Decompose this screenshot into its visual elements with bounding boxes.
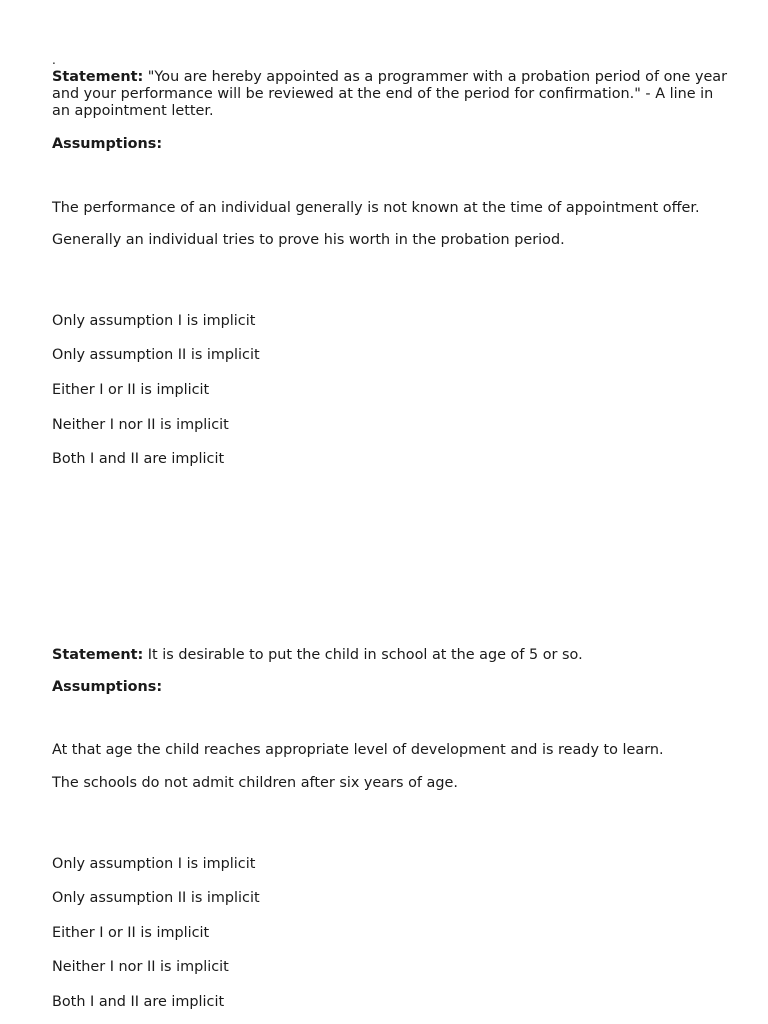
option-2-4[interactable]: Neither I nor II is implicit (52, 959, 229, 975)
assumption-2-1: At that age the child reaches appropriate level of development and is ready to learn. (52, 742, 664, 758)
top-dot-mark: . (52, 53, 56, 67)
option-2-2[interactable]: Only assumption II is implicit (52, 890, 260, 906)
option-1-2[interactable]: Only assumption II is implicit (52, 347, 260, 363)
assumption-1-1: The performance of an individual generally is not known at the time of appointment offer. (52, 200, 700, 216)
assumption-1-2: Generally an individual tries to prove his worth in the probation period. (52, 232, 565, 248)
statement-label: Statement: (52, 69, 144, 85)
assumptions-heading-2: Assumptions: (52, 679, 163, 695)
statement-2 (52, 647, 732, 664)
option-2-3[interactable]: Either I or II is implicit (52, 925, 210, 941)
statement-text: It is desirable to put the child in school at the age of 5 or so. (143, 647, 583, 663)
assumptions-heading-1: Assumptions: (52, 136, 163, 152)
assumption-2-2: The schools do not admit children after six years of age. (52, 775, 458, 791)
option-1-1[interactable]: Only assumption I is implicit (52, 313, 256, 329)
option-2-5[interactable]: Both I and II are implicit (52, 994, 225, 1010)
statement-text: "You are hereby appointed as a programmer with a probation period of one year and your performance will be reviewed at the end of the period for confirmation." - A line in an appointment letter. (52, 69, 728, 119)
option-2-1[interactable]: Only assumption I is implicit (52, 856, 256, 872)
statement-1 (52, 69, 732, 120)
option-1-5[interactable]: Both I and II are implicit (52, 451, 225, 467)
statement-label: Statement: (52, 647, 144, 663)
option-1-4[interactable]: Neither I nor II is implicit (52, 417, 229, 433)
option-1-3[interactable]: Either I or II is implicit (52, 382, 210, 398)
